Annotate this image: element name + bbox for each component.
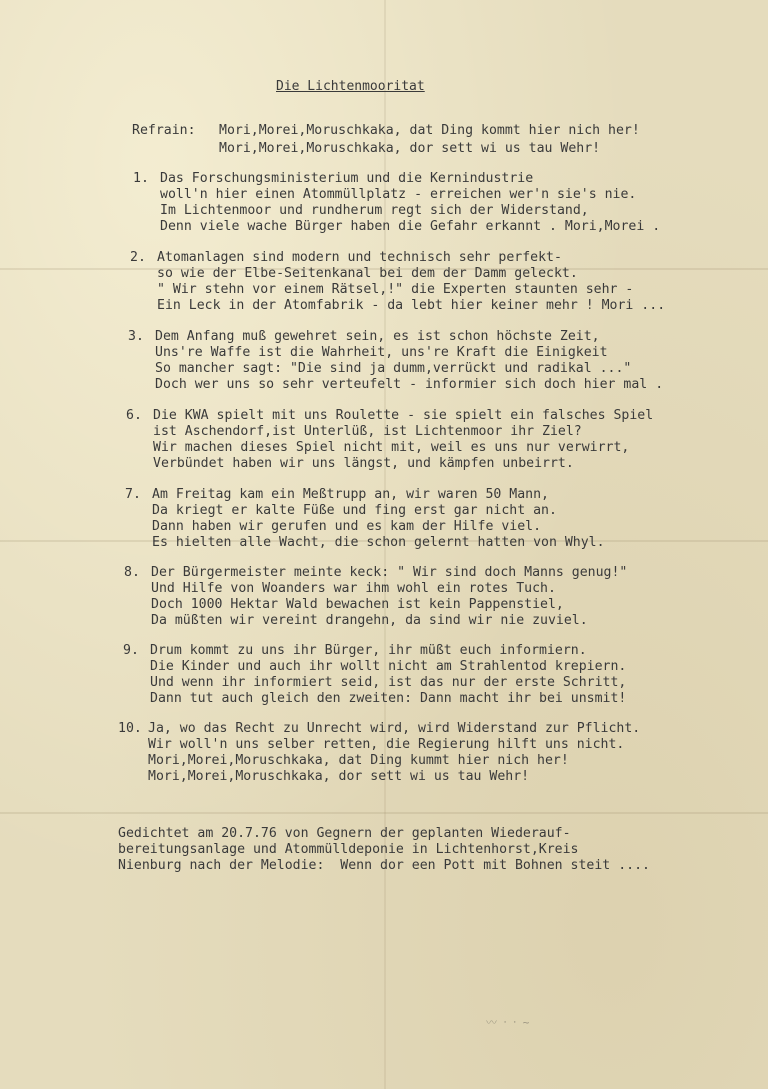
verse-line: Und wenn ihr informiert seid, ist das nur der erste Schritt, (150, 675, 627, 690)
refrain-label: Refrain: (132, 123, 196, 138)
verse-line: Und Hilfe von Woanders war ihm wohl ein rotes Tuch. (151, 581, 556, 596)
verse-line: Wir machen dieses Spiel nicht mit, weil es uns nur verwirrt, (153, 440, 630, 455)
verse-number: 9. (123, 643, 139, 658)
verse-line: Atomanlagen sind modern und technisch sehr perfekt- (157, 250, 562, 265)
footer-note-line: Nienburg nach der Melodie: Wenn dor een Pott mit Bohnen steit .... (118, 858, 650, 873)
verse-line: Es hielten alle Wacht, die schon gelernt hatten von Whyl. (152, 535, 605, 550)
verse-line: Drum kommt zu uns ihr Bürger, ihr müßt euch informiern. (150, 643, 587, 658)
document-title: Die Lichtenmooritat (276, 79, 425, 94)
verse-number: 8. (124, 565, 140, 580)
verse-line: So mancher sagt: "Die sind ja dumm,verrückt und radikal ..." (155, 361, 632, 376)
verse-number: 10. (118, 721, 142, 736)
verse-line: Am Freitag kam ein Meßtrupp an, wir waren 50 Mann, (152, 487, 549, 502)
verse-line: Da müßten wir vereint drangehn, da sind wir nie zuviel. (151, 613, 588, 628)
verse-number: 3. (128, 329, 144, 344)
verse-line: so wie der Elbe-Seitenkanal bei dem der Damm geleckt. (157, 266, 578, 281)
verse-line: Ein Leck in der Atomfabrik - da lebt hier keiner mehr ! Mori ... (157, 298, 666, 313)
verse-line: Verbündet haben wir uns längst, und kämpfen unbeirrt. (153, 456, 574, 471)
verse-line: Uns're Waffe ist die Wahrheit, uns're Kraft die Einigkeit (155, 345, 608, 360)
verse-line: Doch 1000 Hektar Wald bewachen ist kein Pappenstiel, (151, 597, 564, 612)
verse-line: Dann tut auch gleich den zweiten: Dann macht ihr bei unsmit! (150, 691, 627, 706)
verse-line: Die Kinder und auch ihr wollt nicht am Strahlentod krepiern. (150, 659, 627, 674)
refrain-line: Mori,Morei,Moruschkaka, dat Ding kommt hier nich her! (219, 123, 640, 138)
faint-handwritten-mark: 〰 ⸱ ⸱ ~ (486, 1016, 530, 1029)
verse-line: Im Lichtenmoor und rundherum regt sich der Widerstand, (160, 203, 589, 218)
refrain-line: Mori,Morei,Moruschkaka, dor sett wi us tau Wehr! (219, 141, 601, 156)
verse-number: 2. (130, 250, 146, 265)
verse-number: 1. (133, 171, 149, 186)
verse-line: Das Forschungsministerium und die Kernindustrie (160, 171, 534, 186)
verse-line: Denn viele wache Bürger haben die Gefahr erkannt . Mori,Morei . (160, 219, 661, 234)
verse-line: " Wir stehn vor einem Rätsel,!" die Experten staunten sehr - (157, 282, 634, 297)
verse-line: Wir woll'n uns selber retten, die Regierung hilft uns nicht. (148, 737, 625, 752)
verse-line: Ja, wo das Recht zu Unrecht wird, wird Widerstand zur Pflicht. (148, 721, 641, 736)
verse-line: Dem Anfang muß gewehret sein, es ist schon höchste Zeit, (155, 329, 600, 344)
verse-number: 6. (126, 408, 142, 423)
verse-line: Da kriegt er kalte Füße und fing erst gar nicht an. (152, 503, 557, 518)
verse-line: ist Aschendorf,ist Unterlüß, ist Lichtenmoor ihr Ziel? (153, 424, 582, 439)
verse-line: Der Bürgermeister meinte keck: " Wir sind doch Manns genug!" (151, 565, 628, 580)
verse-number: 7. (125, 487, 141, 502)
verse-line: Doch wer uns so sehr verteufelt - informier sich doch hier mal . (155, 377, 664, 392)
verse-line: Mori,Morei,Moruschkaka, dor sett wi us tau Wehr! (148, 769, 530, 784)
verse-line: Die KWA spielt mit uns Roulette - sie spielt ein falsches Spiel (153, 408, 654, 423)
verse-line: Dann haben wir gerufen und es kam der Hilfe viel. (152, 519, 542, 534)
verse-line: Mori,Morei,Moruschkaka, dat Ding kummt hier nich her! (148, 753, 569, 768)
footer-note-line: bereitungsanlage und Atommülldeponie in Lichtenhorst,Kreis (118, 842, 579, 857)
verse-line: woll'n hier einen Atommüllplatz - erreichen wer'n sie's nie. (160, 187, 637, 202)
footer-note-line: Gedichtet am 20.7.76 von Gegnern der geplanten Wiederauf- (118, 826, 571, 841)
